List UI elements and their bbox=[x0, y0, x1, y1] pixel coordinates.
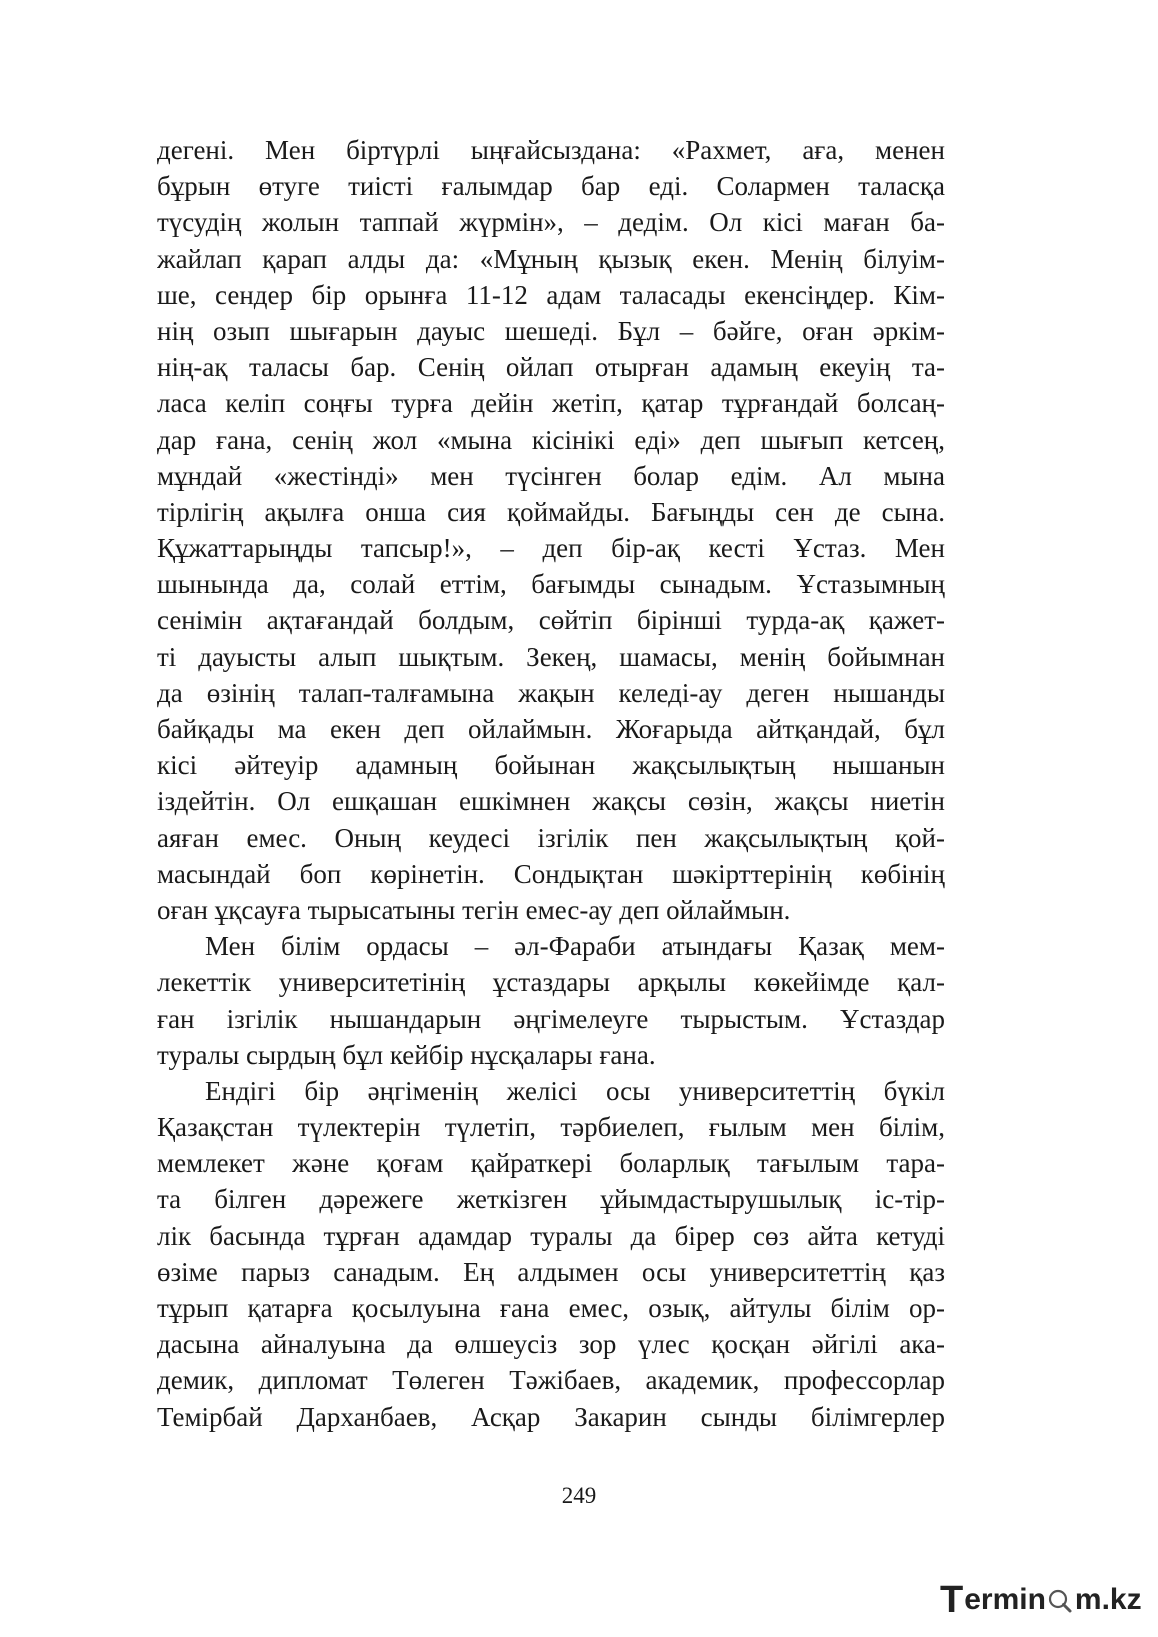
text-line: та білген дәрежеге жеткізген ұйымдастырушылық іс-тір- bbox=[157, 1184, 945, 1215]
text-line: мұндай «жестінді» мен түсінген болар едім. Ал мына bbox=[157, 460, 945, 491]
text-line: бұрын өтуге тиісті ғалымдар бар еді. Солармен таласқа bbox=[157, 171, 945, 202]
text-line: дасына айналуына да өлшеусіз зор үлес қосқан әйгілі ака- bbox=[157, 1329, 945, 1360]
text-line: аяған емес. Оның кеудесі ізгілік пен жақсылықтың қой- bbox=[157, 822, 945, 853]
text-line: мемлекет және қоғам қайраткері боларлық тағылым тара- bbox=[157, 1148, 945, 1179]
termincom-logo bbox=[940, 1580, 1142, 1620]
text-line: жайлап қарап алды да: «Мұның қызық екен. Менің білуім- bbox=[157, 243, 945, 274]
text-line: байқады ма екен деп ойлаймын. Жоғарыда айтқандай, бұл bbox=[157, 714, 945, 744]
text-line: іздейтін. Ол ешқашан ешкімнен жақсы сөзін, жақсы ниетін bbox=[157, 786, 945, 817]
text-line: Темірбай Дарханбаев, Асқар Закарин сынды білімгерлер bbox=[157, 1401, 945, 1432]
text-line: лекеттік университетінің ұстаздары арқылы көкейімде қал- bbox=[157, 967, 945, 998]
text-line: түсудің жолын таппай жүрмін», – дедім. Ол кісі маған ба- bbox=[157, 207, 945, 238]
body-text bbox=[157, 132, 945, 1435]
text-line: туралы сырдың бұл кейбір нұсқалары ғана. bbox=[157, 1039, 656, 1070]
text-line: ті дауысты алып шықтым. Зекең, шамасы, менің бойымнан bbox=[157, 641, 945, 672]
text-line: ған ізгілік нышандарын әңгімелеуге тырыстым. Ұстаздар bbox=[157, 1003, 945, 1034]
text-line: нің-ақ таласы бар. Сенің ойлап отырған адамың екеуің та- bbox=[157, 352, 945, 383]
text-line: нің озып шығарын дауыс шешеді. Бұл – бәйге, оған әркім- bbox=[157, 315, 945, 346]
logo-text-part1: ermin bbox=[964, 1583, 1046, 1616]
logo-text-part2: m.kz bbox=[1074, 1583, 1142, 1616]
text-line: лік басында тұрған адамдар туралы да бірер сөз айта кетуді bbox=[157, 1220, 945, 1251]
page-number: 249 bbox=[561, 1483, 597, 1508]
text-line: да өзінің талап-талғамына жақын келеді-ау деген нышанды bbox=[157, 677, 945, 708]
logo-letter-t: T bbox=[940, 1579, 964, 1621]
text-line: масындай боп көрінетін. Сондықтан шәкірттерінің көбінің bbox=[157, 858, 945, 889]
text-line: сенімін ақтағандай болдым, сөйтіп бірінші турда-ақ қажет- bbox=[157, 605, 945, 636]
text-line: тірлігің ақылға онша сия қоймайды. Бағыңды сен де сына. bbox=[157, 496, 945, 527]
text-line: оған ұқсауға тырысатыны тегін емес-ау деп ойлаймын. bbox=[157, 894, 791, 925]
text-line: Мен білім ордасы – әл-Фараби атындағы Қазақ мем- bbox=[205, 931, 945, 962]
text-line: тұрып қатарға қосылуына ғана емес, озық, айтулы білім ор- bbox=[157, 1293, 945, 1323]
text-line: дар ғана, сенің жол «мына кісінікі еді» деп шығып кетсең, bbox=[157, 424, 945, 455]
text-line: Құжаттарыңды тапсыр!», – деп бір-ақ кесті Ұстаз. Мен bbox=[157, 533, 945, 564]
text-line: кісі әйтеуір адамның бойынан жақсылықтың нышанын bbox=[157, 750, 945, 781]
search-icon bbox=[1047, 1585, 1073, 1615]
text-line: дегені. Мен біртүрлі ыңғайсыздана: «Рахмет, аға, менен bbox=[157, 135, 945, 165]
text-line: ласа келіп соңғы турға дейін жетіп, қатар тұрғандай болсаң- bbox=[157, 388, 945, 419]
text-line: шынында да, солай еттім, бағымды сынадым. Ұстазымның bbox=[157, 569, 945, 600]
text-line: Қазақстан түлектерін түлетіп, тәрбиелеп, ғылым мен білім, bbox=[157, 1112, 945, 1143]
text-line: Ендігі бір әңгіменің желісі осы университеттің бүкіл bbox=[205, 1075, 945, 1106]
text-line: өзіме парыз санадым. Ең алдымен осы университеттің қаз bbox=[157, 1256, 945, 1287]
text-line: ше, сендер бір орынға 11-12 адам таласады екенсіңдер. Кім- bbox=[157, 279, 945, 310]
text-line: демик, дипломат Төлеген Тәжібаев, академик, профессорлар bbox=[157, 1365, 945, 1396]
